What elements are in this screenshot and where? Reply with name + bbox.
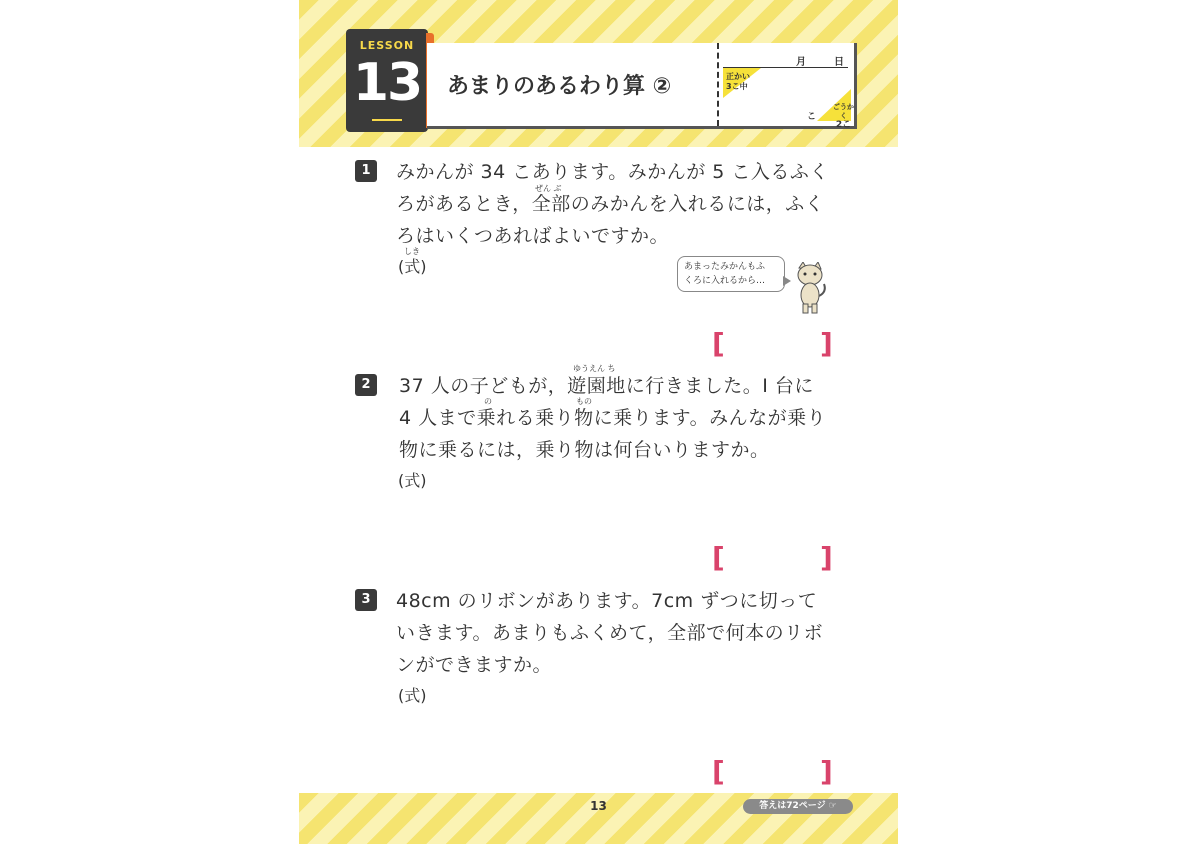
question-2-line-2: 4 人まで乗れる乗り物に乗ります。みんなが乗り <box>399 407 827 429</box>
question-2-line-3: 物に乗るには，乗り物は何台いりますか。 <box>399 439 770 461</box>
correct-count-label <box>726 72 750 92</box>
page-number: 13 <box>590 799 607 813</box>
question-1-line-2: ろがあるとき，全部のみかんを入れるには，ふく <box>396 193 825 215</box>
badge-underline <box>372 119 402 121</box>
ruby-zenbu: ぜん ぶ <box>535 184 562 193</box>
lesson-word: LESSON <box>359 39 415 52</box>
lesson-badge <box>346 29 428 132</box>
question-number-1: 1 <box>355 160 377 182</box>
goal-value: 2こ <box>835 120 852 130</box>
formula-label-1: (式) <box>398 257 427 276</box>
answer-bracket-right-1: ] <box>820 327 833 360</box>
question-number-3: 3 <box>355 589 377 611</box>
ruby-shiki: しき <box>404 247 420 256</box>
answer-bracket-right-2: ] <box>820 541 833 574</box>
answer-bracket-left-3: [ <box>712 755 725 788</box>
hint-line-2: くろに入れるから… <box>684 276 766 286</box>
answer-page-link[interactable]: 答えは72ページ ☞ <box>743 799 853 814</box>
formula-label-2: (式) <box>398 471 427 490</box>
workbook-page <box>299 0 898 844</box>
title-box <box>427 43 857 129</box>
formula-label-3: (式) <box>398 686 427 705</box>
date-day-label: 日 <box>834 57 844 68</box>
correct-line1: 正かい <box>726 72 750 81</box>
hint-bubble-tail <box>783 276 791 286</box>
dashed-divider <box>717 43 719 126</box>
ruby-mono: もの <box>576 397 592 406</box>
question-3-line-2: いきます。あまりもふくめて，全部で何本のリボ <box>396 622 824 644</box>
question-2-line-1: 37 人の子どもが，遊園地に行きました。Ⅰ 台に <box>399 375 814 397</box>
answer-bracket-right-3: ] <box>820 755 833 788</box>
page-title: あまりのあるわり算 ② <box>447 74 672 99</box>
ruby-no: の <box>484 397 492 406</box>
goal-label-text: ごうかく <box>833 103 854 120</box>
ruby-yuuenchi: ゆうえん ち <box>573 364 616 373</box>
lesson-number: 13 <box>352 53 422 113</box>
question-3-line-3: ンができますか。 <box>396 654 553 676</box>
answer-bracket-left-2: [ <box>712 541 725 574</box>
question-3-line-1: 48cm のリボンがあります。7cm ずつに切って <box>396 590 818 612</box>
date-month-label: 月 <box>796 57 806 68</box>
hint-bubble <box>677 256 785 292</box>
question-1-line-1: みかんが 34 こあります。みかんが 5 こ入るふく <box>396 161 829 183</box>
correct-line2: 3こ中 <box>726 82 748 91</box>
goal-label <box>833 103 854 130</box>
question-number-2: 2 <box>355 374 377 396</box>
cat-mascot-icon <box>791 262 829 314</box>
question-1-line-3: ろはいくつあればよいですか。 <box>396 225 670 247</box>
score-suffix: こ <box>807 112 817 122</box>
answer-bracket-left-1: [ <box>712 327 725 360</box>
hint-line-1: あまったみかんもふ <box>684 262 766 272</box>
